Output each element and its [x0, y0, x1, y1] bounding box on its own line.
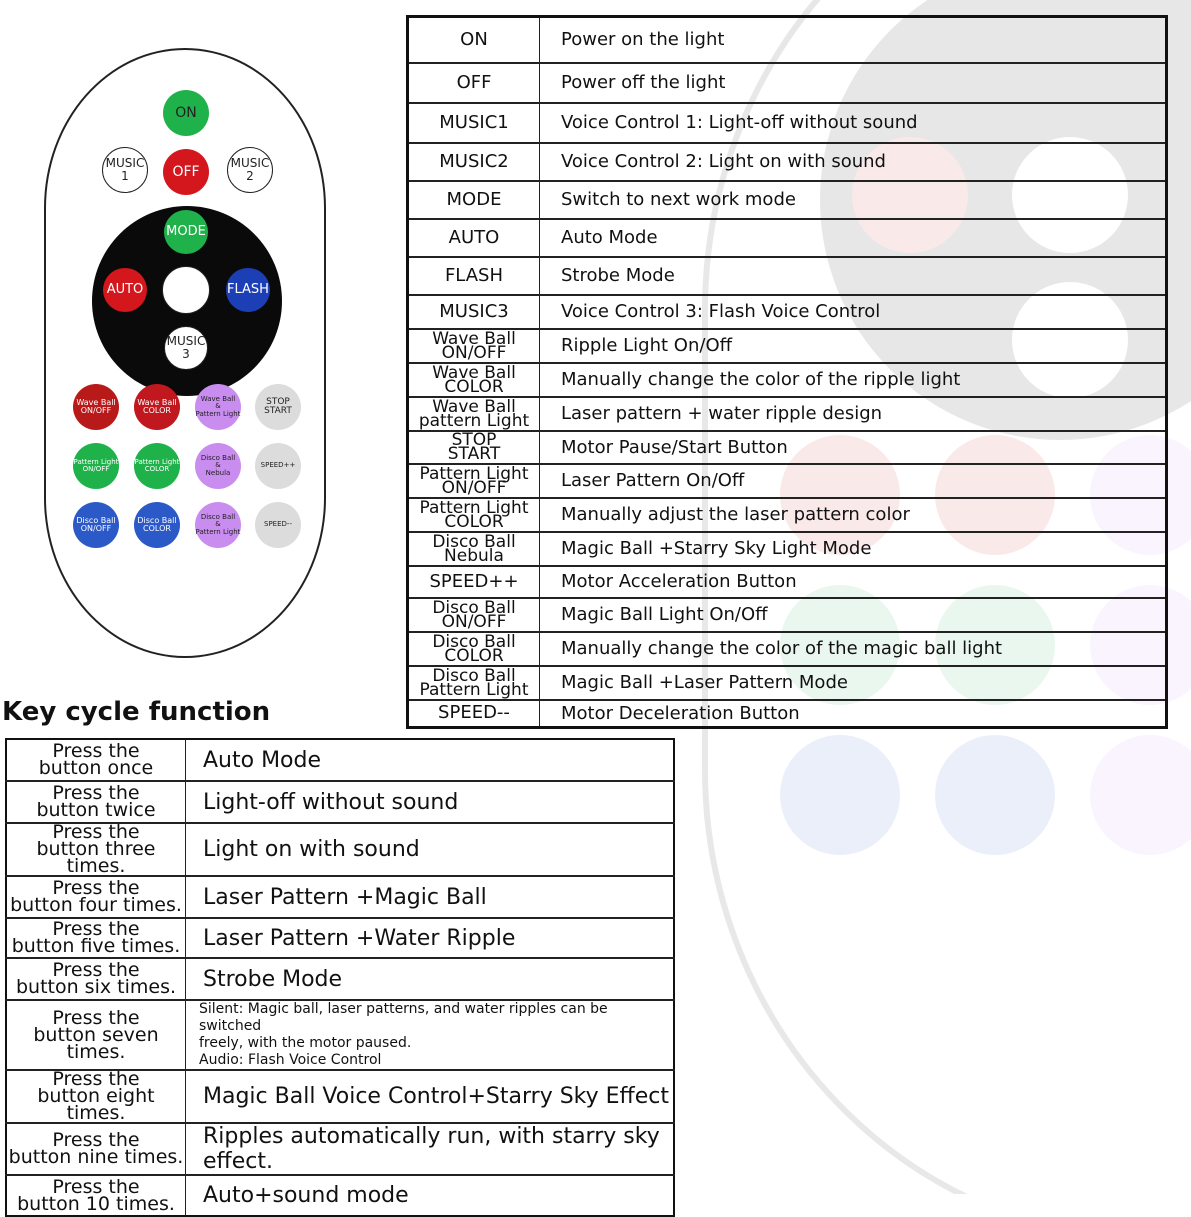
cycle-result: Auto Mode	[203, 747, 322, 773]
cycle-press: Press the button once	[6, 739, 186, 781]
function-key: OFF	[408, 63, 540, 103]
cycle-row	[6, 958, 674, 1000]
function-table	[406, 15, 1168, 729]
off-button[interactable]	[163, 149, 209, 195]
function-row	[408, 464, 1167, 498]
function-row	[408, 598, 1167, 632]
db-color-button[interactable]	[134, 502, 180, 548]
wb-onoff-label: Wave Ball ON/OFF	[76, 397, 116, 415]
function-key: SPEED++	[408, 566, 540, 598]
function-key: Disco Ball Pattern Light	[408, 666, 540, 700]
speed-down-label: SPEED--	[264, 520, 292, 529]
function-row	[408, 397, 1167, 431]
function-desc: Manually adjust the laser pattern color	[540, 498, 1167, 532]
db-nebula-label: Disco Ball & Nebula	[200, 453, 236, 477]
cycle-result: Magic Ball Voice Control+Starry Sky Effect	[186, 1070, 675, 1123]
cycle-press: Press the button eight times.	[6, 1070, 186, 1123]
db-pattern-button[interactable]	[195, 502, 241, 548]
cycle-row	[6, 823, 674, 876]
pl-onoff-label: Pattern Light ON/OFF	[73, 457, 119, 473]
function-desc: Power on the light	[561, 29, 725, 51]
function-row	[408, 666, 1167, 700]
cycle-row	[6, 1000, 674, 1070]
function-desc: Manually change the color of the ripple light	[540, 363, 1167, 397]
function-row	[408, 632, 1167, 666]
cycle-result: Laser Pattern +Magic Ball	[186, 876, 675, 918]
center-button[interactable]	[162, 266, 210, 314]
db-nebula-button[interactable]	[195, 443, 241, 489]
flash-button[interactable]	[226, 268, 270, 312]
function-key: Wave Ball ON/OFF	[408, 329, 540, 363]
function-desc: Motor Acceleration Button	[540, 566, 1167, 598]
cycle-table	[5, 738, 675, 1217]
function-desc: Magic Ball +Laser Pattern Mode	[540, 666, 1167, 700]
function-row	[408, 257, 1167, 295]
stop-start-button[interactable]	[255, 384, 301, 430]
function-row	[408, 103, 1167, 143]
function-key: MUSIC2	[408, 143, 540, 181]
function-key: MODE	[408, 181, 540, 219]
auto-label: AUTO	[106, 282, 144, 298]
on-button[interactable]	[163, 90, 209, 136]
function-key: Pattern Light COLOR	[408, 498, 540, 532]
function-desc: Manually change the color of the magic ball light	[540, 632, 1167, 666]
function-row	[408, 143, 1167, 181]
cycle-result: Auto+sound mode	[186, 1175, 675, 1216]
function-key: Disco Ball Nebula	[408, 532, 540, 566]
function-key: FLASH	[408, 257, 540, 295]
function-key: MUSIC3	[408, 295, 540, 329]
function-desc: Auto Mode	[540, 219, 1167, 257]
flash-label: FLASH	[227, 282, 269, 298]
wb-pattern-button[interactable]	[195, 384, 241, 430]
music3-label: MUSIC 3	[166, 334, 206, 361]
mode-button[interactable]	[164, 210, 208, 254]
function-row	[408, 219, 1167, 257]
wb-color-button[interactable]	[134, 384, 180, 430]
function-desc: Motor Deceleration Button	[540, 700, 1167, 728]
auto-button[interactable]	[103, 268, 147, 312]
function-desc: Power off the light	[540, 63, 1167, 103]
function-key: Wave Ball COLOR	[408, 363, 540, 397]
function-desc: Magic Ball Light On/Off	[540, 598, 1167, 632]
music1-label: MUSIC 1	[105, 156, 145, 183]
cycle-result: Laser Pattern +Water Ripple	[186, 918, 675, 958]
function-key: SPEED--	[408, 700, 540, 728]
speed-down-button[interactable]	[255, 502, 301, 548]
function-desc: Laser Pattern On/Off	[540, 464, 1167, 498]
cycle-press: Press the button four times.	[6, 876, 186, 918]
wb-onoff-button[interactable]	[73, 384, 119, 430]
function-key: Pattern Light ON/OFF	[408, 464, 540, 498]
music2-button[interactable]	[227, 147, 273, 193]
cycle-press: Press the button five times.	[6, 918, 186, 958]
cycle-result: Strobe Mode	[186, 958, 675, 1000]
mode-label: MODE	[166, 224, 206, 240]
cycle-press: Press the button three times.	[6, 823, 186, 876]
wb-color-label: Wave Ball COLOR	[137, 397, 177, 415]
function-row	[408, 532, 1167, 566]
db-onoff-button[interactable]	[73, 502, 119, 548]
db-onoff-label: Disco Ball ON/OFF	[76, 515, 116, 533]
function-row	[408, 700, 1167, 728]
function-desc: Laser pattern + water ripple design	[540, 397, 1167, 431]
cycle-row	[6, 876, 674, 918]
function-row	[408, 329, 1167, 363]
function-desc: Voice Control 2: Light on with sound	[540, 143, 1167, 181]
function-row	[408, 566, 1167, 598]
cycle-result: Light on with sound	[186, 823, 675, 876]
function-desc: Magic Ball +Starry Sky Light Mode	[540, 532, 1167, 566]
function-key: Disco Ball ON/OFF	[408, 598, 540, 632]
cycle-result: Ripples automatically run, with starry sky effect.	[186, 1123, 675, 1175]
cycle-press: Press the button twice	[6, 781, 186, 823]
on-label: ON	[175, 104, 197, 121]
stop-start-label: STOP START	[264, 396, 292, 416]
cycle-press: Press the button 10 times.	[6, 1175, 186, 1216]
cycle-row	[6, 1070, 674, 1123]
cycle-row	[6, 1123, 674, 1175]
cycle-result: Silent: Magic ball, laser patterns, and water ripples can be switched freely, with the motor paused. Audio: Flash Voice Control	[186, 1000, 675, 1070]
cycle-row	[6, 781, 674, 823]
function-desc: Ripple Light On/Off	[540, 329, 1167, 363]
music1-button[interactable]	[102, 147, 148, 193]
cycle-press: Press the button six times.	[6, 958, 186, 1000]
cycle-title: Key cycle function	[2, 697, 271, 727]
function-desc: Motor Pause/Start Button	[540, 431, 1167, 464]
pl-onoff-button[interactable]	[73, 443, 119, 489]
pl-color-button[interactable]	[134, 443, 180, 489]
cycle-row	[6, 918, 674, 958]
speed-up-button[interactable]	[255, 443, 301, 489]
function-row	[408, 63, 1167, 103]
db-color-label: Disco Ball COLOR	[137, 515, 177, 533]
function-key: Disco Ball COLOR	[408, 632, 540, 666]
function-key: Wave Ball pattern Light	[408, 397, 540, 431]
cycle-press: Press the button nine times.	[6, 1123, 186, 1175]
function-desc: Switch to next work mode	[540, 181, 1167, 219]
function-key: ON	[408, 17, 540, 63]
function-row	[408, 295, 1167, 329]
function-desc: Voice Control 3: Flash Voice Control	[540, 295, 1167, 329]
function-desc: Strobe Mode	[540, 257, 1167, 295]
function-key: AUTO	[408, 219, 540, 257]
wb-pattern-label: Wave Ball & Pattern Light	[195, 394, 241, 418]
cycle-row	[6, 1175, 674, 1216]
function-key: MUSIC1	[408, 103, 540, 143]
cycle-row	[6, 739, 674, 781]
music3-button[interactable]	[164, 326, 208, 370]
function-desc: Voice Control 1: Light-off without sound	[540, 103, 1167, 143]
function-row	[408, 363, 1167, 397]
music2-label: MUSIC 2	[230, 156, 270, 183]
function-row	[408, 181, 1167, 219]
cycle-result: Light-off without sound	[186, 781, 675, 823]
function-row	[408, 431, 1167, 464]
function-row	[408, 498, 1167, 532]
off-label: OFF	[172, 163, 200, 180]
function-row	[408, 17, 1167, 63]
pl-color-label: Pattern Light COLOR	[134, 457, 180, 473]
function-key: STOP START	[408, 431, 540, 464]
db-pattern-label: Disco Ball & Pattern Light	[195, 512, 241, 536]
cycle-press: Press the button seven times.	[6, 1000, 186, 1070]
speed-up-label: SPEED++	[260, 461, 296, 470]
